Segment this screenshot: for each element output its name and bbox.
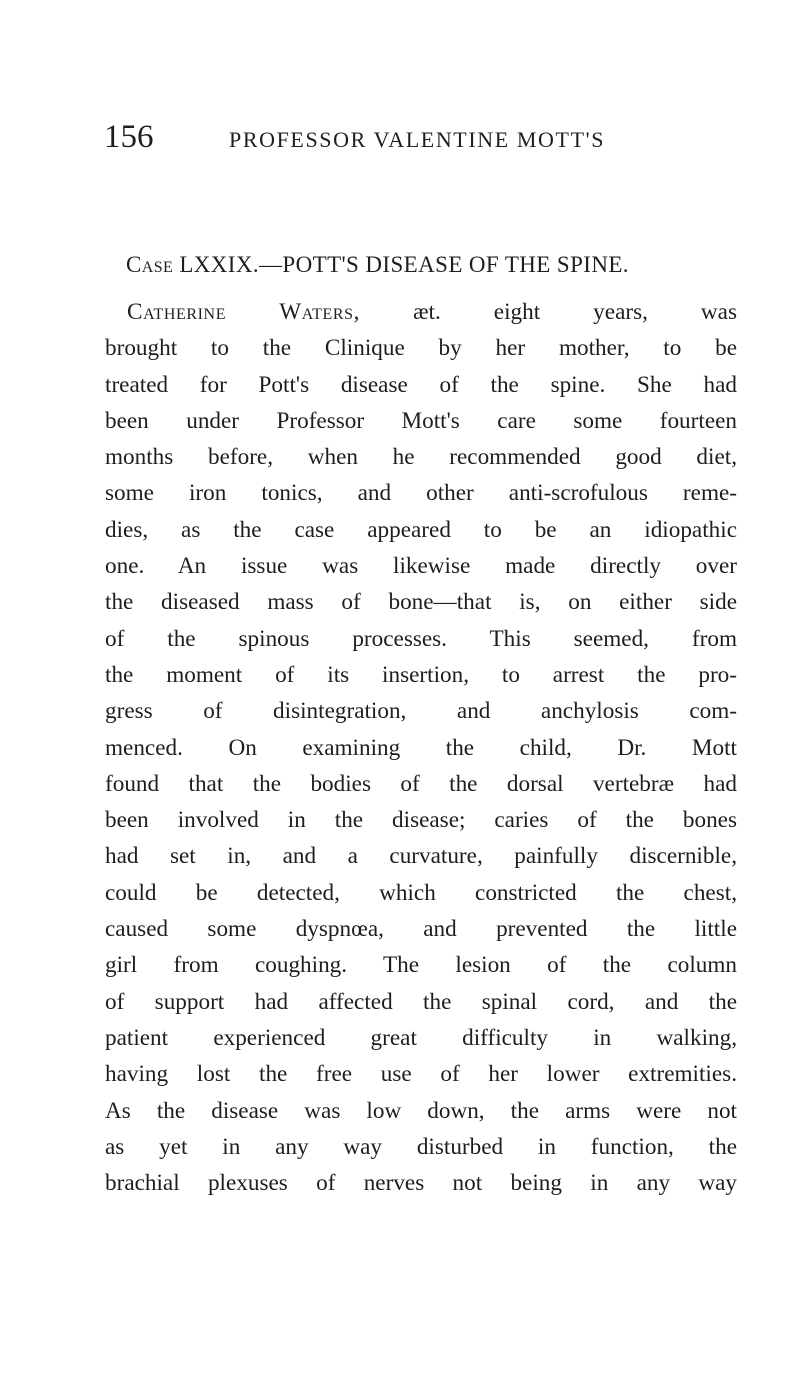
text-line: could be detected, which constricted the chest,	[105, 879, 737, 906]
text-line: caused some dyspnœa, and prevented the little	[105, 916, 737, 943]
running-title: PROFESSOR VALENTINE MOTT'S	[229, 127, 606, 152]
text-line: the diseased mass of bone—that is, on either side	[105, 589, 737, 616]
text-line: brachial plexuses of nerves not being in any way	[105, 1170, 737, 1197]
text-line: brought to the Clinique by her mother, to be	[105, 335, 737, 362]
text-line: been under Professor Mott's care some fourteen	[105, 407, 737, 434]
text-line	[105, 294, 737, 330]
text-line: as yet in any way disturbed in function, the	[105, 1133, 737, 1160]
text-line: of the spinous processes. This seemed, from	[105, 625, 737, 652]
text-line: months before, when he recommended good diet,	[105, 444, 737, 471]
case-title: LXXIX.—POTT'S DISEASE OF THE SPINE.	[179, 252, 629, 277]
text-line: treated for Pott's disease of the spine. She had	[105, 371, 737, 398]
text-line: having lost the free use of her lower extremities.	[105, 1061, 737, 1088]
text-line: girl from coughing. The lesion of the column	[105, 952, 737, 979]
text-line: had set in, and a curvature, painfully discernible,	[105, 843, 737, 870]
text-line: of support had affected the spinal cord, and the	[105, 988, 737, 1015]
text-line: the moment of its insertion, to arrest the pro-	[105, 661, 737, 688]
patient-name: Catherine Waters,	[127, 299, 361, 325]
text-line: As the disease was low down, the arms were not	[105, 1097, 737, 1124]
body-text	[105, 294, 737, 1201]
text-line: some iron tonics, and other anti-scrofulous reme-	[105, 480, 737, 507]
text-line: been involved in the disease; caries of the bones	[105, 807, 737, 834]
case-heading	[126, 252, 629, 278]
text-line: menced. On examining the child, Dr. Mott	[105, 734, 737, 761]
text-line-content: æt. eight years, was	[360, 299, 737, 325]
text-line: one. An issue was likewise made directly over	[105, 553, 737, 580]
case-label: Case	[126, 252, 174, 277]
text-line: found that the bodies of the dorsal vertebræ had	[105, 770, 737, 797]
page-number: 156	[104, 119, 154, 155]
text-line: gress of disintegration, and anchylosis com-	[105, 698, 737, 725]
text-line: dies, as the case appeared to be an idiopathic	[105, 516, 737, 543]
running-head	[104, 120, 744, 160]
text-line: patient experienced great difficulty in walking,	[105, 1024, 737, 1051]
